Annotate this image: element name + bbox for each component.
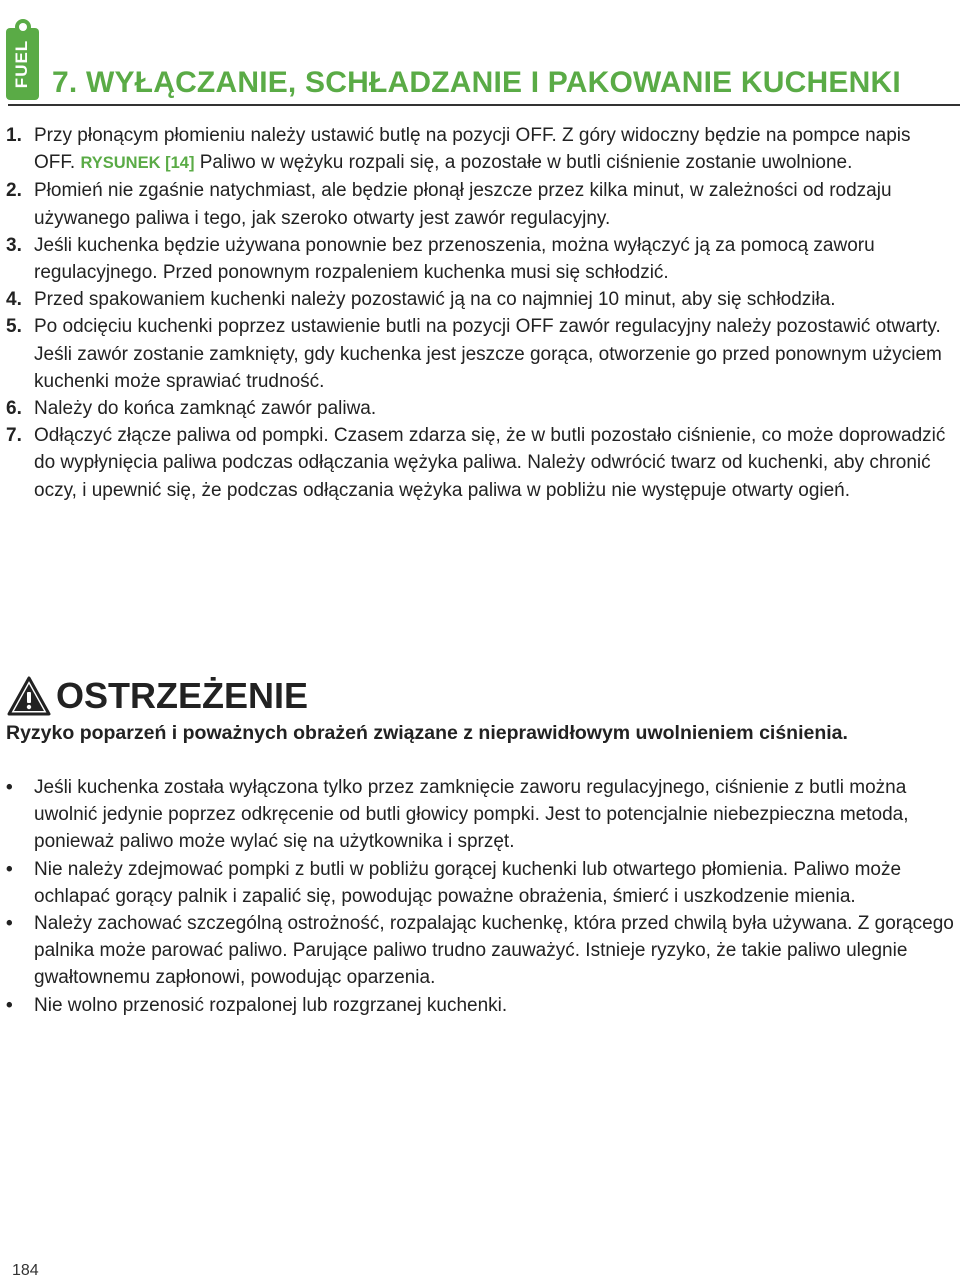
step-item	[6, 395, 954, 422]
warning-title: OSTRZEŻENIE	[56, 675, 309, 716]
step-number: 6.	[6, 398, 22, 420]
step-item	[6, 177, 954, 231]
bullet-text: Należy zachować szczególną ostrożność, rozpalając kuchenkę, która przed chwilą była używana. Z gorącego palnika może parować paliwo. Parujące paliwo trudno zauważyć. Istnieje ryzyko, że takie paliwo ulegnie gwałtownemu zapłonowi, powodując oparzenia.	[34, 913, 954, 989]
step-number: 1.	[6, 125, 22, 146]
bullet-text: Jeśli kuchenka została wyłączona tylko przez zamknięcie zaworu regulacyjnego, ciśnienie z butli można uwolnić jedynie poprzez odkręcenie od butli głowicy pompki. Jest to potencjalnie niebezpieczna metoda, ponieważ paliwo może wylać się na użytkownika i sprzęt.	[34, 777, 909, 853]
bullet-text: Nie należy zdejmować pompki z butli w pobliżu gorącej kuchenki lub otwartego płomienia. Paliwo może ochlapać gorący palnik i zapalić się, powodując poważne obrażenia, śmierć i uszkodzenie mienia.	[34, 858, 902, 907]
bullet-text: Nie wolno przenosić rozpalonej lub rozgrzanej kuchenki.	[34, 994, 508, 1016]
step-text: Płomień nie zgaśnie natychmiast, ale będzie płonął jeszcze przez kilka minut, w zależności od rodzaju używanego paliwa i tego, jak szeroko otwarty jest zawór regulacyjny.	[34, 180, 892, 229]
warning-bullet-item	[6, 774, 954, 856]
bullet-marker: •	[6, 994, 13, 1016]
step-item	[6, 313, 954, 395]
section-title: 7. WYŁĄCZANIE, SCHŁADZANIE I PAKOWANIE KUCHENKI	[52, 66, 901, 99]
figure-reference: RYSUNEK [14]	[80, 154, 195, 173]
step-text: Przed spakowaniem kuchenki należy pozostawić ją na co najmniej 10 minut, aby się schłodziła.	[34, 289, 836, 311]
step-number: 3.	[6, 234, 22, 256]
step-item	[6, 286, 954, 313]
step-text	[34, 122, 954, 177]
warning-bullets	[6, 774, 954, 1019]
warning-bullet-item	[6, 856, 954, 910]
step-text: Należy do końca zamknąć zawór paliwa.	[34, 398, 377, 420]
bullet-marker: •	[6, 858, 13, 880]
step-item	[6, 422, 954, 504]
warning-subtitle: Ryzyko poparzeń i poważnych obrażeń związane z nieprawidłowym uwolnieniem ciśnienia.	[6, 722, 848, 744]
page-number: 184	[12, 1262, 39, 1279]
step-text-after: Paliwo w wężyku rozpali się, a pozostałe w butli ciśnienie zostanie uwolnione.	[194, 152, 853, 174]
bullet-marker: •	[6, 913, 13, 935]
step-text: Jeśli kuchenka będzie używana ponownie bez przenoszenia, można wyłączyć ją za pomocą zaworu regulacyjnego. Przed ponownym rozpaleniem kuchenka musi się schłodzić.	[34, 234, 875, 284]
bullet-marker: •	[6, 777, 13, 798]
fuel-tab	[6, 28, 39, 100]
tag-hole-icon	[15, 19, 31, 35]
warning-bullet-item	[6, 910, 954, 992]
step-text: Odłączyć złącze paliwa od pompki. Czasem zdarza się, że w butli pozostało ciśnienie, co może doprowadzić do wypłynięcia paliwa podczas odłączania wężyka paliwa. Należy odwrócić twarz od kuchenki, aby chronić oczy, i upewnić się, że podczas odłączania wężyka paliwa w pobliżu nie występuje otwarty ogień.	[34, 425, 946, 501]
title-divider	[8, 104, 960, 106]
step-item	[6, 232, 954, 286]
step-number: 7.	[6, 425, 22, 447]
step-item	[6, 122, 954, 177]
step-text: Po odcięciu kuchenki poprzez ustawienie butli na pozycji OFF zawór regulacyjny należy pozostawić otwarty. Jeśli zawór zostanie zamknięty, gdy kuchenka jest jeszcze gorąca, otworzenie go przed ponownym użyciem kuchenki może sprawiać trudność.	[34, 316, 942, 392]
warning-header	[6, 675, 308, 717]
warning-triangle-icon	[6, 675, 52, 717]
step-number: 4.	[6, 289, 22, 311]
steps-list	[6, 122, 954, 504]
step-number: 5.	[6, 316, 22, 338]
step-number: 2.	[6, 180, 22, 202]
fuel-tab-label: FUEL	[12, 39, 32, 89]
warning-bullet-item	[6, 992, 954, 1019]
step-text-before: Przy płonącym płomieniu należy ustawić butlę na pozycji OFF. Z góry widoczny będzie na pompce napis OFF.	[34, 125, 911, 174]
